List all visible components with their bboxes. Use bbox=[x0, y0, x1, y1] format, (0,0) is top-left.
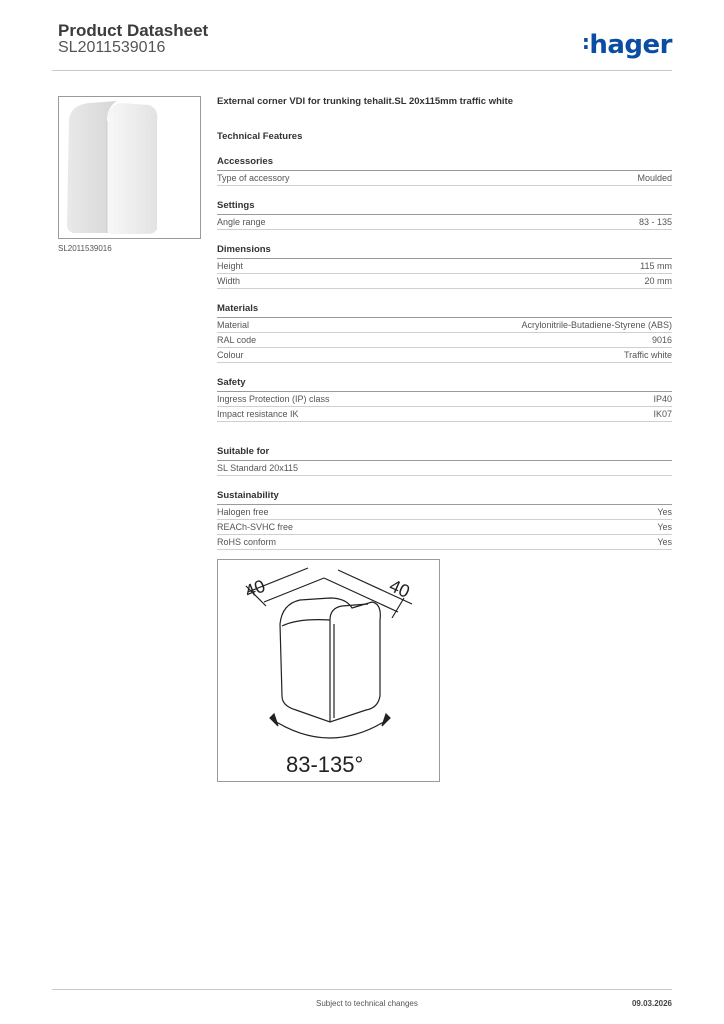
spec-label: Impact resistance IK bbox=[217, 409, 299, 419]
spec-label: Halogen free bbox=[217, 507, 269, 517]
spec-label: Height bbox=[217, 261, 244, 271]
section-materials bbox=[217, 303, 672, 363]
footer-divider bbox=[52, 989, 672, 990]
section-suitable-for bbox=[217, 446, 672, 476]
dimension-right-label: 40 bbox=[386, 575, 413, 602]
spec-row bbox=[217, 505, 672, 520]
spec-label: SL Standard 20x115 bbox=[217, 463, 299, 473]
footer-note: Subject to technical changes bbox=[316, 999, 418, 1008]
spec-row bbox=[217, 171, 672, 186]
spec-label: Type of accessory bbox=[217, 173, 290, 183]
spec-value: Acrylonitrile-Butadiene-Styrene (ABS) bbox=[521, 320, 672, 330]
spec-value: 9016 bbox=[651, 335, 672, 345]
spec-row bbox=[217, 215, 672, 230]
spec-row bbox=[217, 318, 672, 333]
spec-label: Material bbox=[217, 320, 250, 330]
spec-label: Angle range bbox=[217, 217, 266, 227]
spec-row bbox=[217, 348, 672, 363]
section-title: Safety bbox=[217, 377, 672, 392]
spec-value: Traffic white bbox=[623, 350, 672, 360]
spec-value: 115 mm bbox=[640, 261, 672, 271]
spec-row bbox=[217, 392, 672, 407]
photo-caption: SL2011539016 bbox=[58, 244, 112, 253]
product-photo-image bbox=[59, 97, 200, 238]
section-title: Materials bbox=[217, 303, 672, 318]
product-description: External corner VDI for trunking tehalit.SL 20x115mm traffic white bbox=[217, 96, 513, 107]
spec-value: Yes bbox=[657, 507, 672, 517]
spec-row bbox=[217, 333, 672, 348]
product-photo bbox=[58, 96, 201, 239]
spec-row bbox=[217, 535, 672, 550]
section-accessories bbox=[217, 156, 672, 186]
section-sustainability bbox=[217, 490, 672, 550]
section-title: Settings bbox=[217, 200, 672, 215]
logo-text: hager bbox=[589, 30, 672, 60]
footer-date: 09.03.2026 bbox=[631, 999, 672, 1008]
technical-drawing bbox=[217, 559, 440, 782]
product-code: SL2011539016 bbox=[58, 39, 166, 56]
drawing-svg bbox=[218, 560, 439, 781]
spec-value: IK07 bbox=[653, 409, 672, 419]
section-safety bbox=[217, 377, 672, 422]
section-title: Accessories bbox=[217, 156, 672, 171]
section-title: Sustainability bbox=[217, 490, 672, 505]
section-dimensions bbox=[217, 244, 672, 289]
page-title: Product Datasheet bbox=[58, 21, 209, 40]
spec-row bbox=[217, 407, 672, 422]
spec-label: Ingress Protection (IP) class bbox=[217, 394, 330, 404]
technical-content bbox=[217, 96, 672, 581]
section-settings bbox=[217, 200, 672, 230]
spec-label: Width bbox=[217, 276, 241, 286]
dimension-left-label: 40 bbox=[242, 575, 269, 602]
section-title: Dimensions bbox=[217, 244, 672, 259]
angle-range-label: 83-135° bbox=[286, 752, 364, 777]
spec-row bbox=[217, 520, 672, 535]
spec-value: 20 mm bbox=[644, 276, 672, 286]
spec-label: RAL code bbox=[217, 335, 257, 345]
spec-row bbox=[217, 461, 672, 476]
spec-label: Colour bbox=[217, 350, 244, 360]
section-title: Suitable for bbox=[217, 446, 672, 461]
spec-label: RoHS conform bbox=[217, 537, 277, 547]
spec-value: IP40 bbox=[653, 394, 672, 404]
spec-value: 83 - 135 bbox=[638, 217, 672, 227]
spec-value: Moulded bbox=[637, 173, 672, 183]
spec-label: REACh-SVHC free bbox=[217, 522, 294, 532]
spec-row bbox=[217, 259, 672, 274]
spec-value: Yes bbox=[657, 522, 672, 532]
spec-value: Yes bbox=[657, 537, 672, 547]
hager-logo: :hager bbox=[581, 30, 672, 60]
spec-row bbox=[217, 274, 672, 289]
technical-features-title: Technical Features bbox=[217, 131, 303, 142]
header-divider bbox=[52, 70, 672, 71]
